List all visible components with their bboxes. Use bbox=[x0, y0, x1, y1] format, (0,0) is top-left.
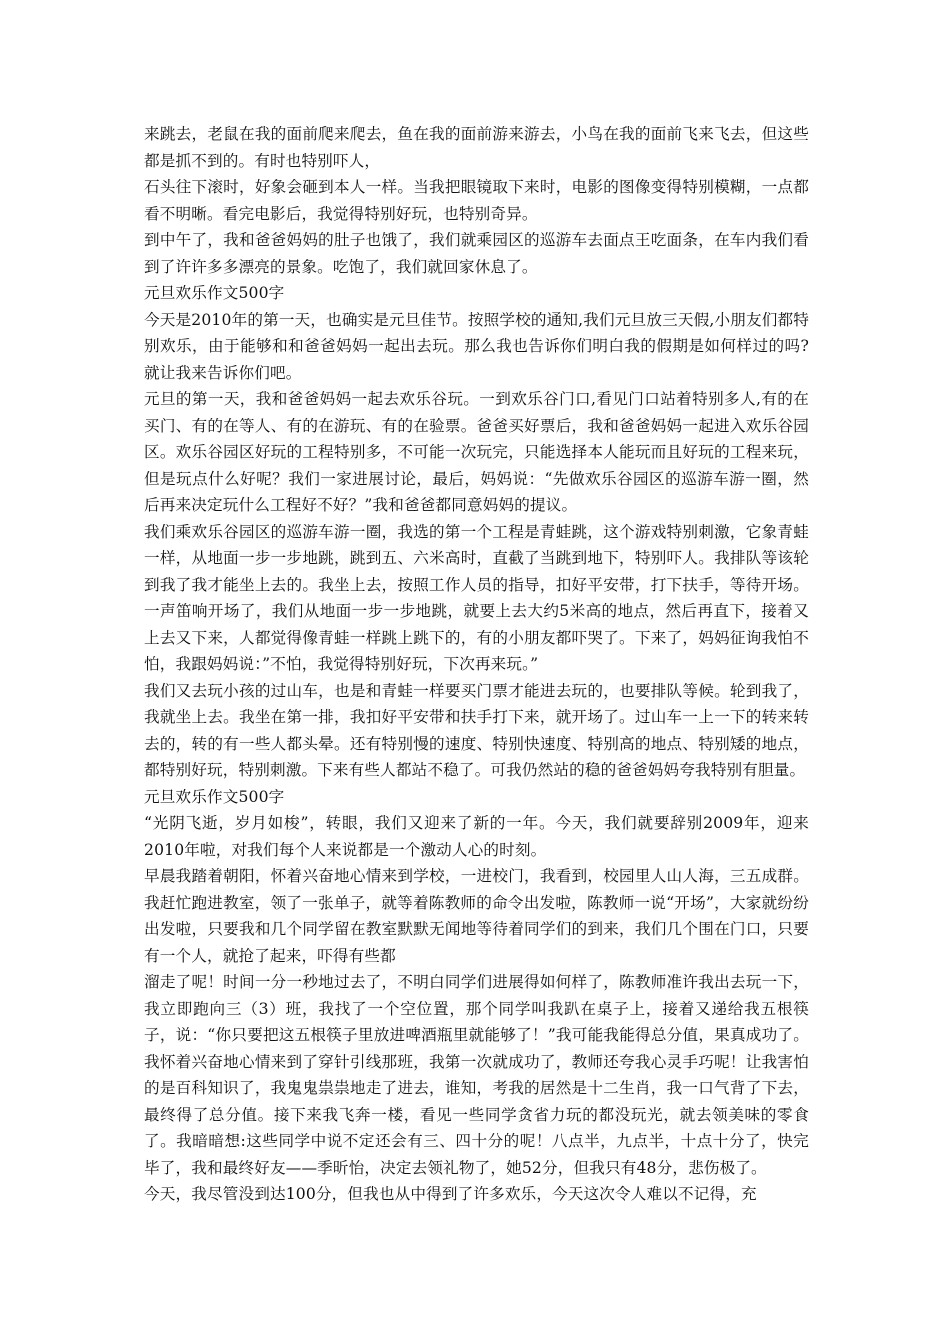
section-heading: 元旦欢乐作文500字 bbox=[144, 787, 285, 806]
section-heading: 元旦欢乐作文500字 bbox=[144, 284, 285, 302]
document-body bbox=[144, 121, 809, 1208]
paragraph: 今天，我尽管没到达100分，但我也从中得到了许多欢乐，今天这次令人难以不记得，充 bbox=[144, 1185, 757, 1203]
paragraph: “光阴飞逝，岁月如梭”，转眼，我们又迎来了新的一年。今天，我们就要辞别2009年，迎来2010年啦，对我们每个人来说都是一个激动人心的时刻。 bbox=[144, 814, 809, 859]
paragraph: 早晨我踏着朝阳，怀着兴奋地心情来到学校，一进校门，我看到，校园里人山人海，三五成群。我赶忙跑进教室，领了一张单子，就等着陈教师的命令出发啦，陈教师一说“开场”，大家就纷纷出发啦，只要我和几个同学留在教室默默无闻地等待着同学们的到来，我们几个围在门口，只要有一个人，就抢了起来，吓得有些都 bbox=[144, 867, 809, 965]
paragraph: 溜走了呢！时间一分一秒地过去了，不明白同学们进展得如何样了，陈教师准许我出去玩一下，我立即跑向三（3）班，我找了一个空位置，那个同学叫我趴在桌子上，接着又递给我五根筷子，说：“你只要把这五根筷子里放进啤酒瓶里就能够了！”我可能我能得总分值，果真成功了。我怀着兴奋地心情来到了穿针引线那班，我第一次就成功了，教师还夸我心灵手巧呢！让我害怕的是百科知识了，我鬼鬼祟祟地走了进去，谁知，考我的居然是十二生肖，我一口气背了下去，最终得了总分值。接下来我飞奔一楼，看见一些同学贪省力玩的都没玩光，就去领美味的零食了。我暗暗想:这些同学中说不定还会有三、四十分的呢！八点半，九点半，十点十分了，快完毕了，我和最终好友——季昕怡，决定去领礼物了，她52分，但我只有48分，悲伤极了。 bbox=[144, 973, 809, 1177]
paragraph: 石头往下滚时，好象会砸到本人一样。当我把眼镜取下来时，电影的图像变得特别模糊，一点都看不明晰。看完电影后，我觉得特别好玩，也特别奇异。 bbox=[144, 178, 809, 223]
paragraph: 元旦的第一天，我和爸爸妈妈一起去欢乐谷玩。一到欢乐谷门口,看见门口站着特别多人,有的在买门、有的在等人、有的在游玩、有的在验票。爸爸买好票后，我和爸爸妈妈一起进入欢乐谷园区。欢乐谷园区好玩的工程特别多，不可能一次玩完，只能选择本人能玩而且好玩的工程来玩，但是玩点什么好呢？我们一家进展讨论，最后，妈妈说：“先做欢乐谷园区的巡游车游一圈，然后再来决定玩什么工程好不好？”我和爸爸都同意妈妈的提议。 bbox=[144, 390, 809, 514]
paragraph: 今天是2010年的第一天，也确实是元旦佳节。按照学校的通知,我们元旦放三天假,小朋友们都特别欢乐，由于能够和和爸爸妈妈一起出去玩。那么我也告诉你们明白我的假期是如何样过的吗?就让我来告诉你们吧。 bbox=[144, 310, 809, 382]
paragraph: 我们又去玩小孩的过山车，也是和青蛙一样要买门票才能进去玩的，也要排队等候。轮到我了，我就坐上去。我坐在第一排，我扣好平安带和扶手打下来，就开场了。过山车一上一下的转来转去的，转的有一些人都头晕。还有特别慢的速度、特别快速度、特别高的地点、特别矮的地点，都特别好玩，特别刺激。下来有些人都站不稳了。可我仍然站的稳的爸爸妈妈夸我特别有胆量。 bbox=[144, 681, 809, 779]
paragraph: 来跳去，老鼠在我的面前爬来爬去，鱼在我的面前游来游去，小鸟在我的面前飞来飞去，但这些都是抓不到的。有时也特别吓人， bbox=[144, 125, 809, 170]
paragraph: 到中午了，我和爸爸妈妈的肚子也饿了，我们就乘园区的巡游车去面点王吃面条，在车内我们看到了许许多多漂亮的景象。吃饱了，我们就回家休息了。 bbox=[144, 231, 809, 276]
paragraph: 我们乘欢乐谷园区的巡游车游一圈，我选的第一个工程是青蛙跳，这个游戏特别刺激，它象青蛙一样，从地面一步一步地跳，跳到五、六米高时，直截了当跳到地下，特别吓人。我排队等该轮到我了我才能坐上去的。我坐上去，按照工作人员的指导，扣好平安带，打下扶手，等待开场。一声笛响开场了，我们从地面一步一步地跳，就要上去大约5米高的地点，然后再直下，接着又上去又下来，人都觉得像青蛙一样跳上跳下的，有的小朋友都吓哭了。下来了，妈妈征询我怕不怕，我跟妈妈说：”不怕，我觉得特别好玩，下次再来玩。” bbox=[144, 522, 809, 673]
